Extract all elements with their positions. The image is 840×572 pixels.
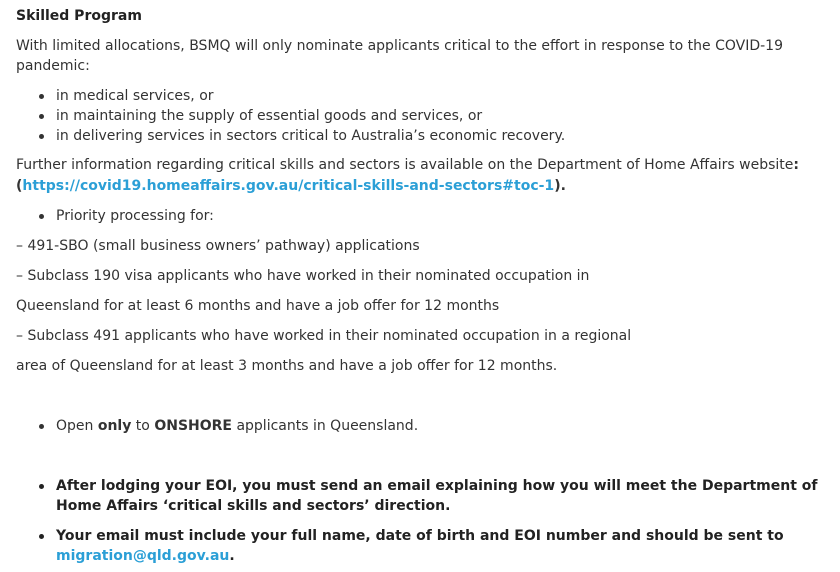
- intro-line-2: pandemic:: [16, 58, 90, 74]
- eoi-line-2: Home Affairs ‘critical skills and sectors’ direction.: [56, 498, 451, 514]
- intro-line-1: With limited allocations, BSMQ will only nominate applicants critical to the effort in response to the COVID-19: [16, 38, 783, 54]
- further-info-colon: :: [793, 157, 800, 173]
- list-item: [56, 126, 832, 146]
- list-item: [56, 416, 832, 436]
- onshore-only: only: [97, 418, 132, 434]
- email-line-1: Your email must include your full name, date of birth and EOI number and should be sent to: [56, 528, 784, 544]
- priority-label: Priority processing for:: [56, 208, 214, 224]
- criteria-text: in delivering services in sectors critical to Australia’s economic recovery.: [56, 128, 566, 144]
- page-title: Skilled Program: [16, 8, 142, 24]
- email-period: .: [229, 548, 235, 564]
- bullet-icon: [39, 114, 44, 119]
- close-paren: ).: [554, 178, 566, 194]
- open-paren: (: [16, 178, 23, 194]
- priority-line: – 491-SBO (small business owners’ pathway) applications: [16, 238, 420, 254]
- bullet-icon: [39, 484, 44, 489]
- further-info-line-1: [16, 155, 832, 175]
- bullet-icon: [39, 424, 44, 429]
- list-item: [56, 106, 832, 126]
- onshore-label: ONSHORE: [154, 418, 232, 434]
- onshore-pre: Open: [56, 418, 98, 434]
- priority-line: Queensland for at least 6 months and have a job offer for 12 months: [16, 298, 500, 314]
- further-info-text: Further information regarding critical skills and sectors is available on the Department of Home Affairs website: [16, 157, 794, 173]
- list-item: [56, 476, 832, 496]
- list-item: [56, 526, 832, 546]
- priority-line: – Subclass 491 applicants who have worked in their nominated occupation in a regional: [16, 328, 632, 344]
- further-info-line-2: [16, 176, 832, 196]
- criteria-text: in medical services, or: [56, 88, 214, 104]
- eoi-line-1: After lodging your EOI, you must send an email explaining how you will meet the Department of: [56, 478, 818, 494]
- onshore-mid: to: [131, 418, 155, 434]
- priority-line: – Subclass 190 visa applicants who have worked in their nominated occupation in: [16, 268, 590, 284]
- email-line-2: [56, 546, 832, 566]
- email-link[interactable]: migration@qld.gov.au: [56, 548, 230, 564]
- list-item: [56, 86, 832, 106]
- priority-line: area of Queensland for at least 3 months and have a job offer for 12 months.: [16, 358, 558, 374]
- onshore-post: applicants in Queensland.: [232, 418, 419, 434]
- home-affairs-link[interactable]: https://covid19.homeaffairs.gov.au/critical-skills-and-sectors#toc-1: [22, 178, 555, 194]
- criteria-text: in maintaining the supply of essential goods and services, or: [56, 108, 483, 124]
- list-item: [56, 206, 832, 226]
- bullet-icon: [39, 134, 44, 139]
- bullet-icon: [39, 94, 44, 99]
- bullet-icon: [39, 214, 44, 219]
- bullet-icon: [39, 534, 44, 539]
